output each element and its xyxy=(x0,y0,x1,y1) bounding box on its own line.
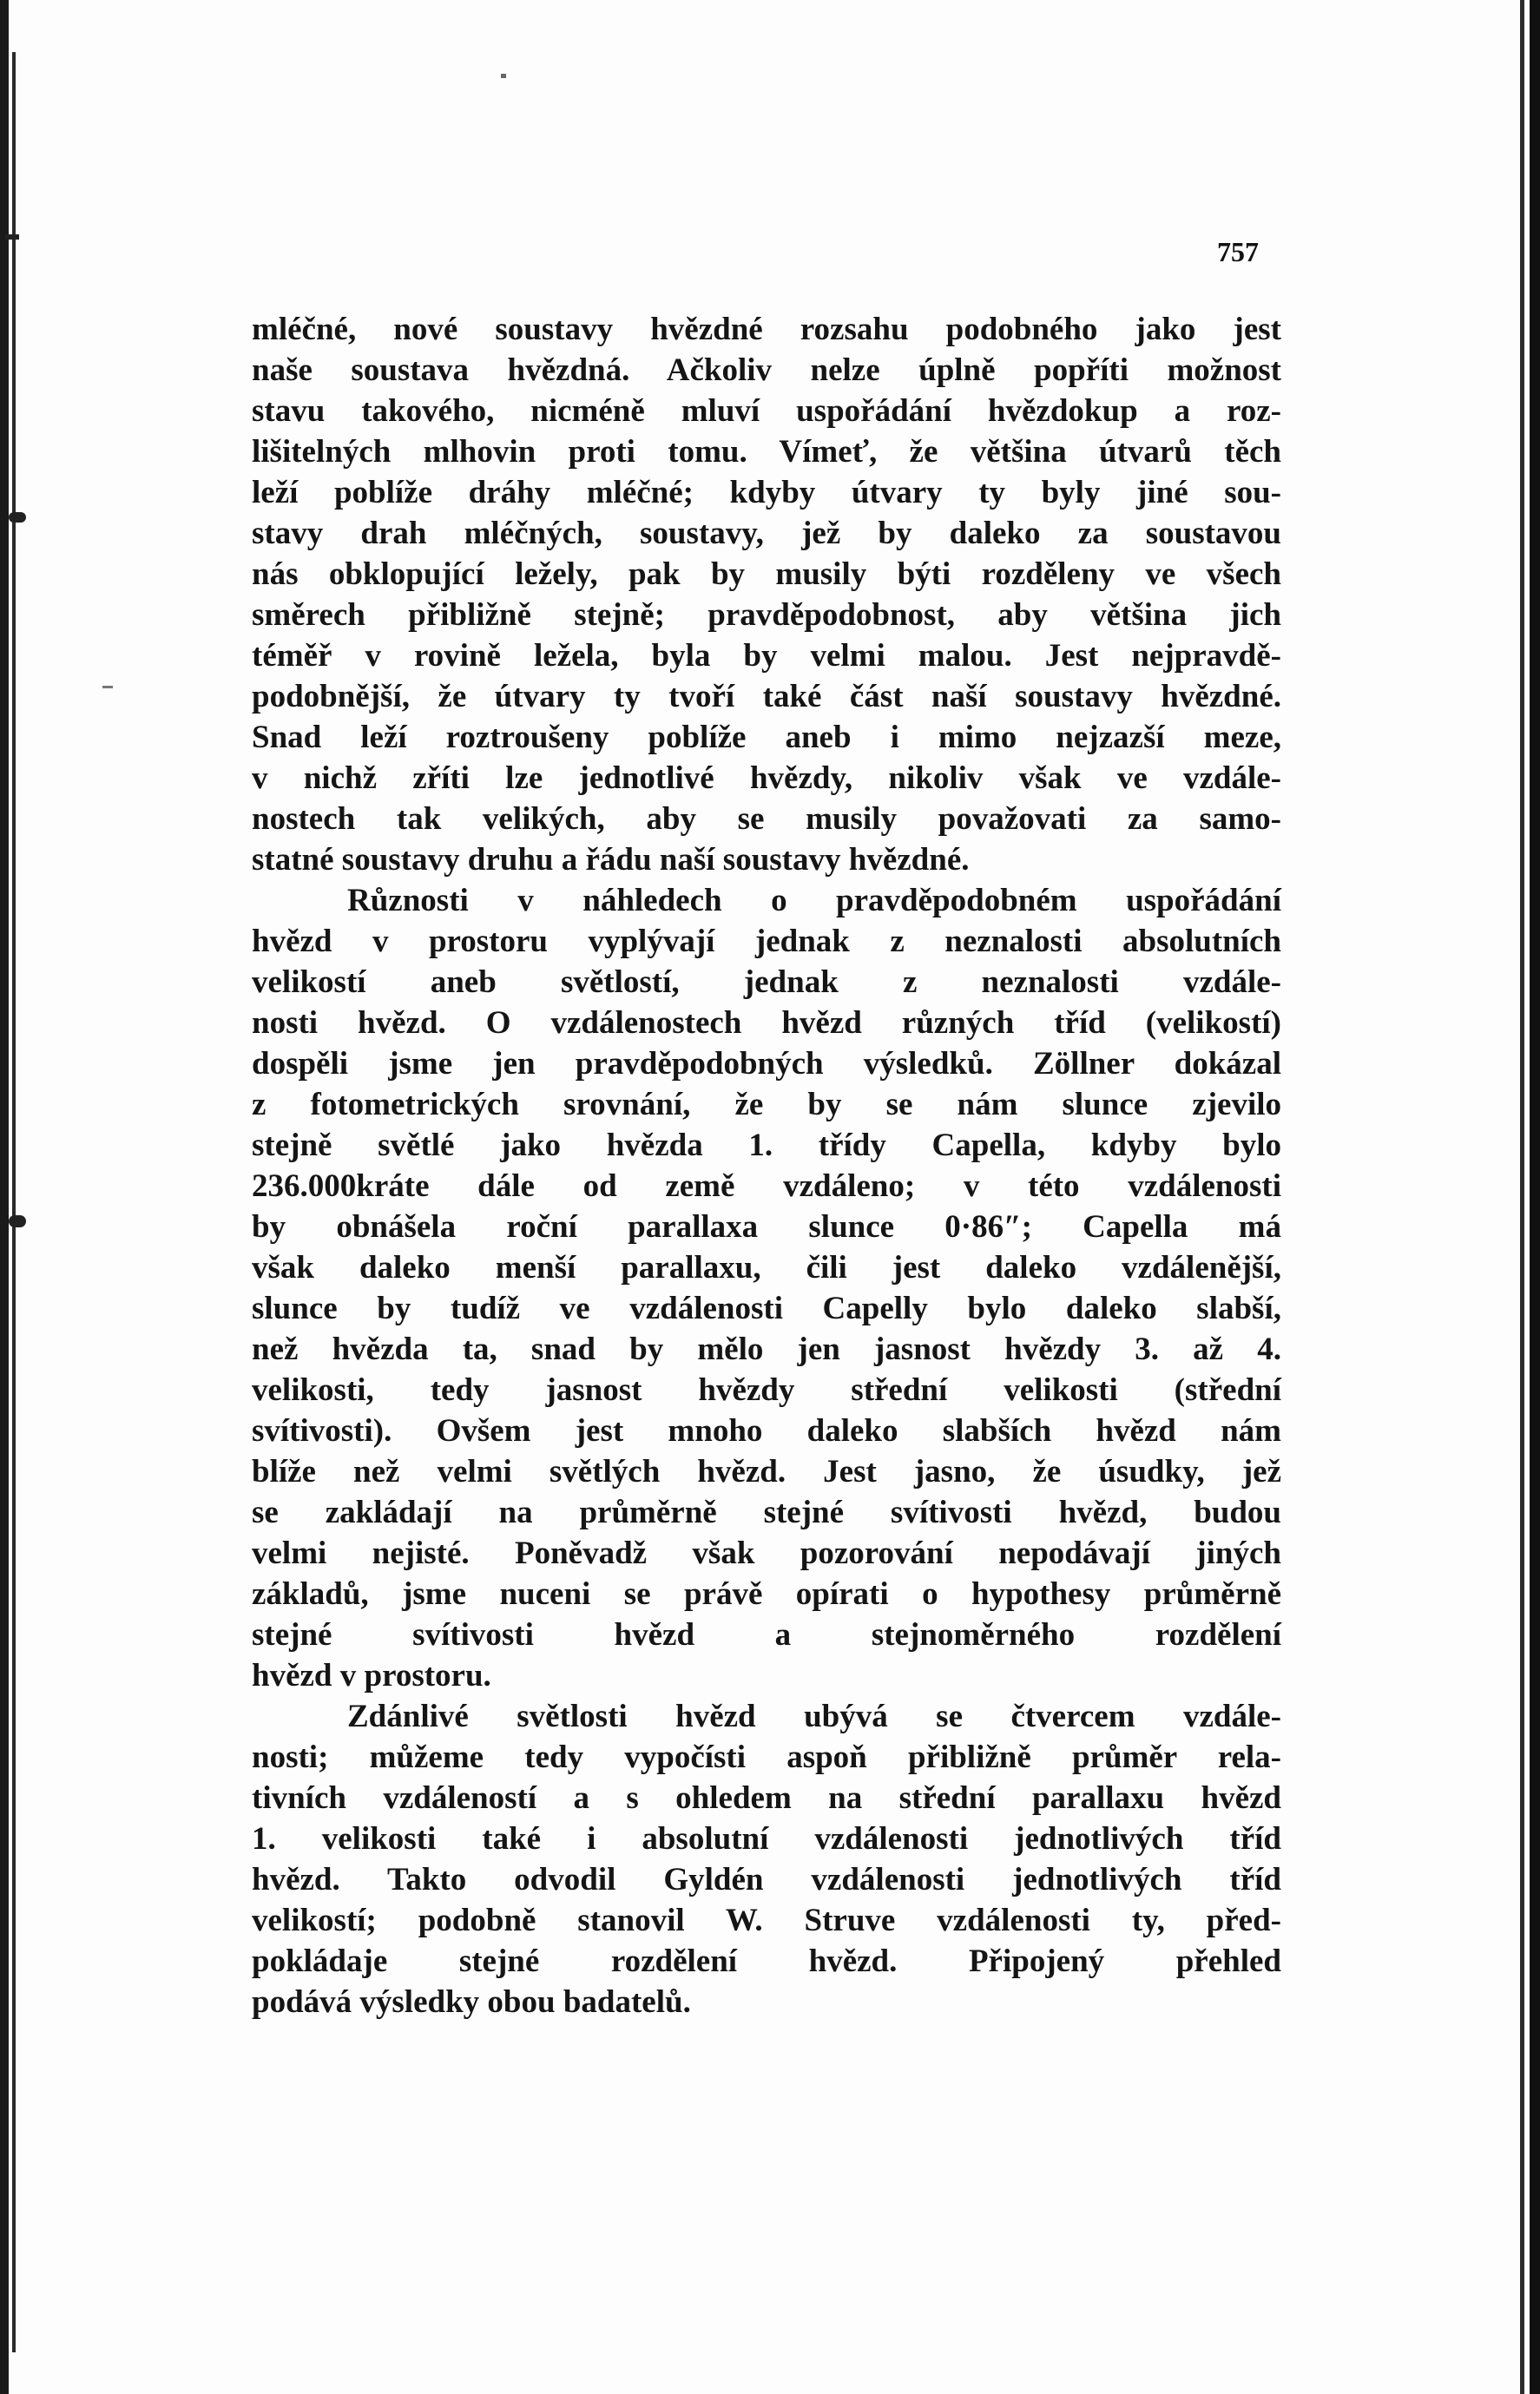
text-line: 1. velikosti také i absolutní vzdálenosti jednotlivých tříd xyxy=(252,1821,1281,1857)
text-line: stejně světlé jako hvězda 1. třídy Capella, kdyby bylo xyxy=(252,1128,1281,1163)
text-line: leží poblíže dráhy mléčné; kdyby útvary ty byly jiné sou- xyxy=(252,475,1281,510)
text-line: stavy drah mléčných, soustavy, jež by daleko za soustavou xyxy=(252,516,1281,551)
scan-speck xyxy=(9,1215,26,1227)
text-line: statné soustavy druhu a řádu naší soustavy hvězdné. xyxy=(252,842,970,878)
text-line: 236.000kráte dále od země vzdáleno; v této vzdálenosti xyxy=(252,1168,1281,1204)
text-line: velikostí; podobně stanovil W. Struve vzdálenosti ty, před- xyxy=(252,1903,1281,1938)
text-line: nosti hvězd. O vzdálenostech hvězd různých tříd (velikostí) xyxy=(252,1005,1281,1041)
text-line: velikosti, tedy jasnost hvězdy střední velikosti (střední xyxy=(252,1372,1281,1408)
text-line: velikostí aneb světlostí, jednak z neznalosti vzdále- xyxy=(252,964,1281,1000)
text-line: blíže než velmi světlých hvězd. Jest jasno, že úsudky, jež xyxy=(252,1454,1281,1490)
text-line: slunce by tudíž ve vzdálenosti Capelly bylo daleko slabší, xyxy=(252,1291,1281,1326)
text-line: nás obklopující ležely, pak by musily býti rozděleny ve všech xyxy=(252,556,1281,592)
text-line: z fotometrických srovnání, že by se nám slunce zjevilo xyxy=(252,1087,1281,1122)
text-line: však daleko menší parallaxu, čili jest daleko vzdálenější, xyxy=(252,1250,1281,1286)
text-line: nostech tak velikých, aby se musily považovati za samo- xyxy=(252,801,1281,837)
text-line: hvězd v prostoru vyplývají jednak z neznalosti absolutních xyxy=(252,924,1281,959)
scan-edge-left xyxy=(0,0,9,2394)
text-line: podobnější, že útvary ty tvoří také část naší soustavy hvězdné. xyxy=(252,679,1281,714)
text-line: Různosti v náhledech o pravděpodobném uspořádání xyxy=(347,883,1281,918)
text-line: svítivosti). Ovšem jest mnoho daleko slabších hvězd nám xyxy=(252,1413,1281,1449)
text-line: Zdánlivé světlosti hvězd ubývá se čtvercem vzdále- xyxy=(347,1699,1281,1734)
text-line: hvězd. Takto odvodil Gyldén vzdálenosti jednotlivých tříd xyxy=(252,1862,1281,1897)
scan-speck xyxy=(102,686,113,688)
scan-speck xyxy=(5,234,19,240)
text-line: tivních vzdáleností a s ohledem na střední parallaxu hvězd xyxy=(252,1780,1281,1816)
text-line: stavu takového, nicméně mluví uspořádání hvězdokup a roz- xyxy=(252,393,1281,429)
text-line: stejné svítivosti hvězd a stejnoměrného rozdělení xyxy=(252,1617,1281,1653)
text-line: téměř v rovině ležela, byla by velmi malou. Jest nejpravdě- xyxy=(252,638,1281,674)
scan-edge-left-line xyxy=(12,52,16,2352)
page-number: 757 xyxy=(1217,236,1259,267)
text-line: podává výsledky obou badatelů. xyxy=(252,1984,691,2020)
text-line: mléčné, nové soustavy hvězdné rozsahu podobného jako jest xyxy=(252,312,1281,347)
text-line: základů, jsme nuceni se právě opírati o hypothesy průměrně xyxy=(252,1576,1281,1612)
text-line: nosti; můžeme tedy vypočísti aspoň přibližně průměr rela- xyxy=(252,1740,1281,1775)
paragraph xyxy=(252,309,1281,880)
text-line: Snad leží roztroušeny poblíže aneb i mimo nejzazší meze, xyxy=(252,720,1281,755)
text-line: v nichž zříti lze jednotlivé hvězdy, nikoliv však ve vzdále- xyxy=(252,760,1281,796)
scan-edge-right xyxy=(1530,0,1540,2394)
scan-edge-right-line xyxy=(1520,0,1524,2394)
scan-speck xyxy=(501,74,506,78)
text-line: by obnášela roční parallaxa slunce 0·86″; Capella má xyxy=(252,1209,1281,1245)
paragraph xyxy=(252,1696,1281,2022)
text-line: pokládaje stejné rozdělení hvězd. Připojený přehled xyxy=(252,1943,1281,1979)
text-line: dospěli jsme jen pravděpodobných výsledků. Zöllner dokázal xyxy=(252,1046,1281,1082)
text-line: hvězd v prostoru. xyxy=(252,1658,491,1694)
text-line: se zakládají na průměrně stejné svítivosti hvězd, budou xyxy=(252,1495,1281,1530)
scan-speck xyxy=(9,512,26,523)
paragraph xyxy=(252,880,1281,1696)
text-line: velmi nejisté. Poněvadž však pozorování nepodávají jiných xyxy=(252,1536,1281,1571)
text-line: než hvězda ta, snad by mělo jen jasnost hvězdy 3. až 4. xyxy=(252,1332,1281,1367)
text-line: směrech přibližně stejně; pravděpodobnost, aby většina jich xyxy=(252,597,1281,633)
body-text xyxy=(252,309,1281,2022)
text-line: naše soustava hvězdná. Ačkoliv nelze úplně popříti možnost xyxy=(252,352,1281,388)
text-line: lišitelných mlhovin proti tomu. Vímeť, že většina útvarů těch xyxy=(252,434,1281,470)
